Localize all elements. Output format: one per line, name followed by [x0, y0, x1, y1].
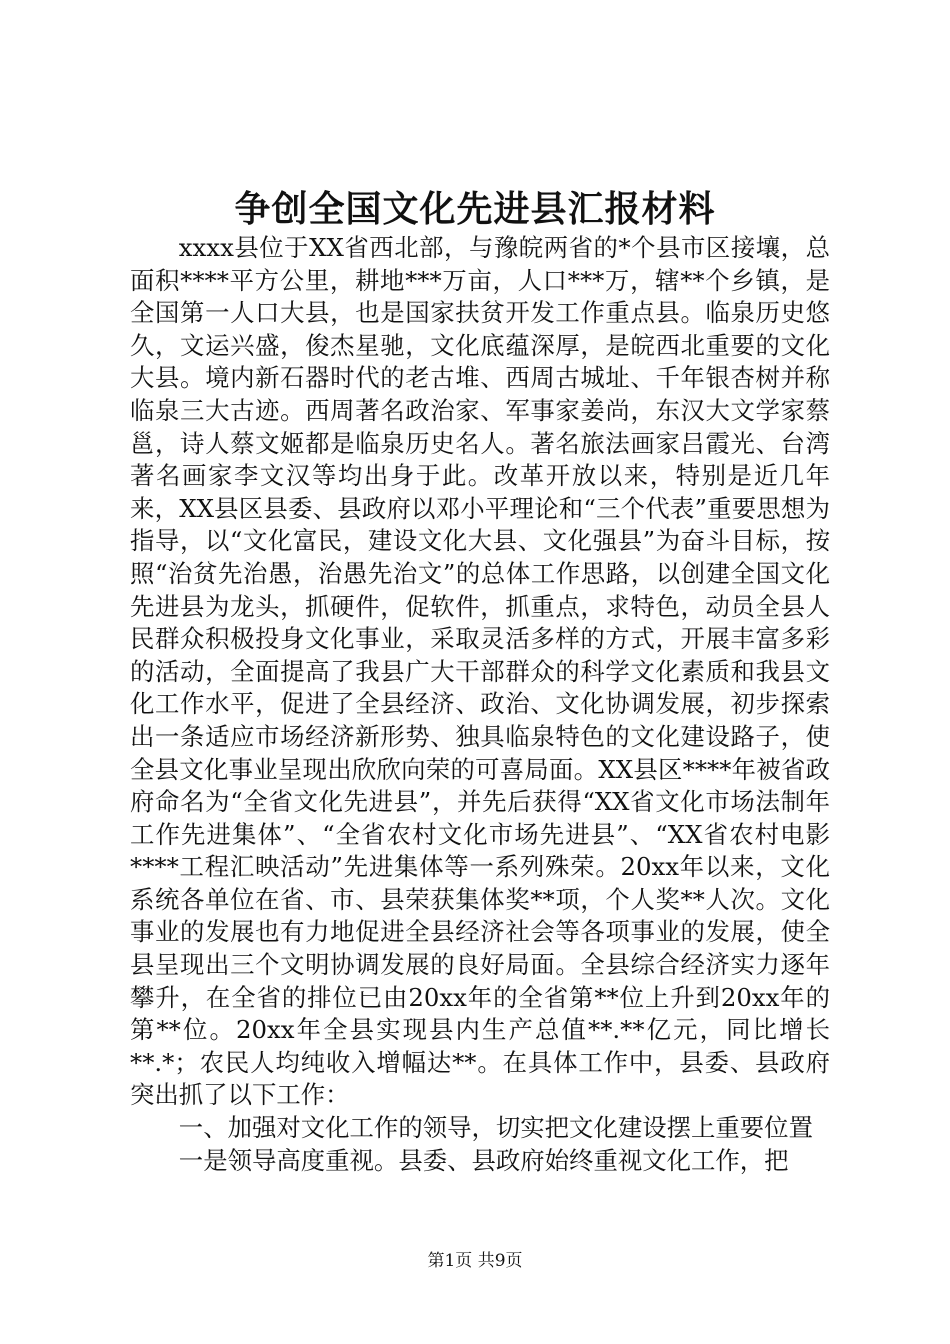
paragraph-intro: xxxx县位于XX省西北部，与豫皖两省的*个县市区接壤，总面积****平方公里，耕地***万亩，人口***万，辖**个乡镇，是全国第一人口大县，也是国家扶贫开发工作重点县。临泉历史悠久，文运兴盛，俊杰星驰，文化底蕴深厚，是皖西北重要的文化大县。境内新石器时代的老古堆、西周古城址、千年银杏树并称临泉三大古迹。西周著名政治家、军事家姜尚，东汉大文学家蔡邕，诗人蔡文姬都是临泉历史名人。著名旅法画家吕霞光、台湾著名画家李文汉等均出身于此。改革开放以来，特别是近几年来，XX县区县委、县政府以邓小平理论和“三个代表”重要思想为指导，以“文化富民，建设文化大县、文化强县”为奋斗目标，按照“治贫先治愚，治愚先治文”的总体工作思路，以创建全国文化先进县为龙头，抓硬件，促软件，抓重点，求特色，动员全县人民群众积极投身文化事业，采取灵活多样的方式，开展丰富多彩的活动，全面提高了我县广大干部群众的科学文化素质和我县文化工作水平，促进了全县经济、政治、文化协调发展，初步探索出一条适应市场经济新形势、独具临泉特色的文化建设路子，使全县文化事业呈现出欣欣向荣的可喜局面。XX县区****年被省政府命名为“全省文化先进县”，并先后获得“XX省文化市场法制年工作先进集体”、“全省农村文化市场先进县”、“XX省农村电影****工程汇映活动”先进集体等一系列殊荣。20xx年以来，文化系统各单位在省、市、县荣获集体奖**项，个人奖**人次。文化事业的发展也有力地促进全县经济社会等各项事业的发展，使全县呈现出三个文明协调发展的良好局面。全县综合经济实力逐年攀升，在全省的排位已由20xx年的全省第**位上升到20xx年的第**位。20xx年全县实现县内生产总值**.**亿元，同比增长**.*；农民人均纯收入增幅达**。在具体工作中，县委、县政府突出抓了以下工作： [130, 233, 830, 1110]
paragraph-point-one: 一是领导高度重视。县委、县政府始终重视文化工作，把 [178, 1145, 789, 1175]
document-body [130, 232, 830, 1177]
document-title: 争创全国文化先进县汇报材料 [234, 188, 716, 230]
page-footer: 第1页 共9页 [427, 1251, 523, 1271]
paragraph-section-heading: 一、加强对文化工作的领导，切实把文化建设摆上重要位置 [178, 1113, 813, 1143]
